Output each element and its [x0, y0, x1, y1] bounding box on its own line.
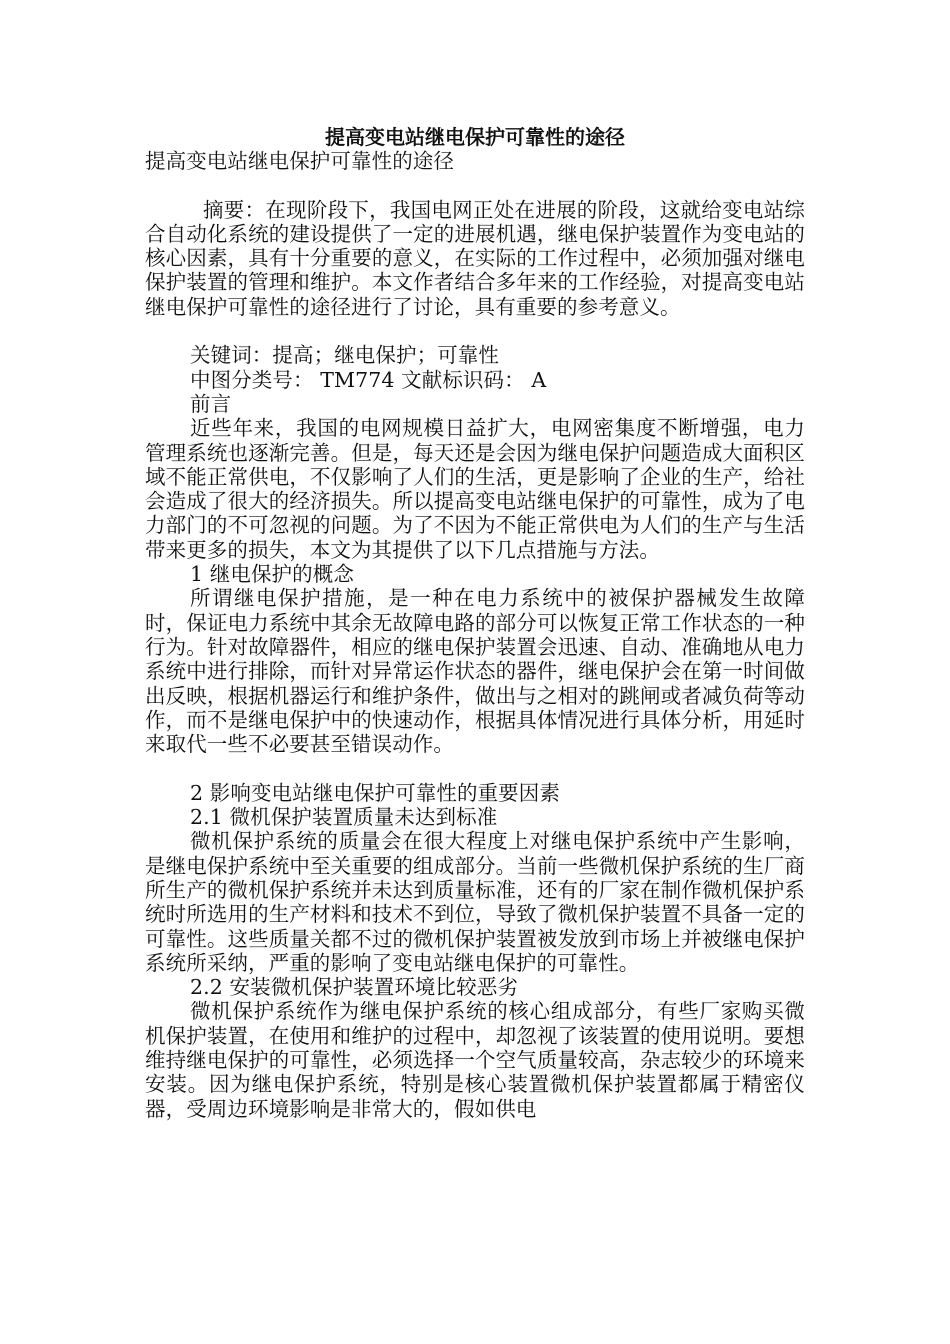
blank-line [145, 319, 805, 343]
document-body [145, 149, 805, 1121]
abstract-paragraph: 摘要：在现阶段下，我国电网正处在进展的阶段，这就给变电站综合自动化系统的建设提供了一定的进展机遇，继电保护装置作为变电站的核心因素，具有十分重要的意义，在实际的工作过程中，必须加强对继电保护装置的管理和维护。本文作者结合多年来的工作经验，对提高变电站继电保护可靠性的途径进行了讨论，具有重要的参考意义。 [145, 197, 805, 319]
document-subtitle: 提高变电站继电保护可靠性的途径 [145, 149, 454, 173]
keywords-line: 关键词：提高；继电保护；可靠性 [190, 343, 499, 368]
blank-line [145, 173, 805, 197]
blank-line [145, 756, 805, 780]
section-2-1-heading: 2.1 微机保护装置质量未达到标准 [190, 805, 498, 830]
section-1-heading: 1 继电保护的概念 [190, 562, 354, 587]
preface-paragraph: 近些年来，我国的电网规模日益扩大，电网密集度不断增强，电力管理系统也逐渐完善。但是，每天还是会因为继电保护问题造成大面积区域不能正常供电，不仅影响了人们的生活，更是影响了企业的生产，给社会造成了很大的经济损失。所以提高变电站继电保护的可靠性，成为了电力部门的不可忽视的问题。为了不因为不能正常供电为人们的生产与生活带来更多的损失，本文为其提供了以下几点措施与方法。 [145, 416, 805, 562]
document-title: 提高变电站继电保护可靠性的途径 [325, 125, 625, 149]
section-1-paragraph: 所谓继电保护措施，是一种在电力系统中的被保护器械发生故障时，保证电力系统中其余无故障电路的部分可以恢复正常工作状态的一种行为。针对故障器件，相应的继电保护装置会迅速、自动、准确地从电力系统中进行排除，而针对异常运作状态的器件，继电保护会在第一时间做出反映，根据机器运行和维护条件，做出与之相对的跳闸或者减负荷等动作，而不是继电保护中的快速动作，根据具体情况进行具体分析，用延时来取代一些不必要甚至错误动作。 [145, 586, 805, 757]
section-2-1-paragraph: 微机保护系统的质量会在很大程度上对继电保护系统中产生影响，是继电保护系统中至关重要的组成部分。当前一些微机保护系统的生厂商所生产的微机保护系统并未达到质量标准，还有的厂家在制作微机保护系统时所选用的生产材料和技术不到位，导致了微机保护装置不具备一定的可靠性。这些质量关都不过的微机保护装置被发放到市场上并被继电保护系统所采纳，严重的影响了变电站继电保护的可靠性。 [145, 829, 805, 975]
classification-line: 中图分类号： TM774 文献标识码： A [190, 367, 547, 392]
preface-heading: 前言 [190, 391, 232, 416]
section-2-2-paragraph: 微机保护系统作为继电保护系统的核心组成部分，有些厂家购买微机保护装置，在使用和维护的过程中，却忽视了该装置的使用说明。要想维持继电保护的可靠性，必须选择一个空气质量较高，杂志较少的环境来安装。因为继电保护系统，特别是核心装置微机保护装置都属于精密仪器，受周边环境影响是非常大的，假如供电 [145, 999, 805, 1121]
section-2-heading: 2 影响变电站继电保护可靠性的重要因素 [190, 780, 560, 805]
section-2-2-heading: 2.2 安装微机保护装置环境比较恶劣 [190, 975, 518, 1000]
